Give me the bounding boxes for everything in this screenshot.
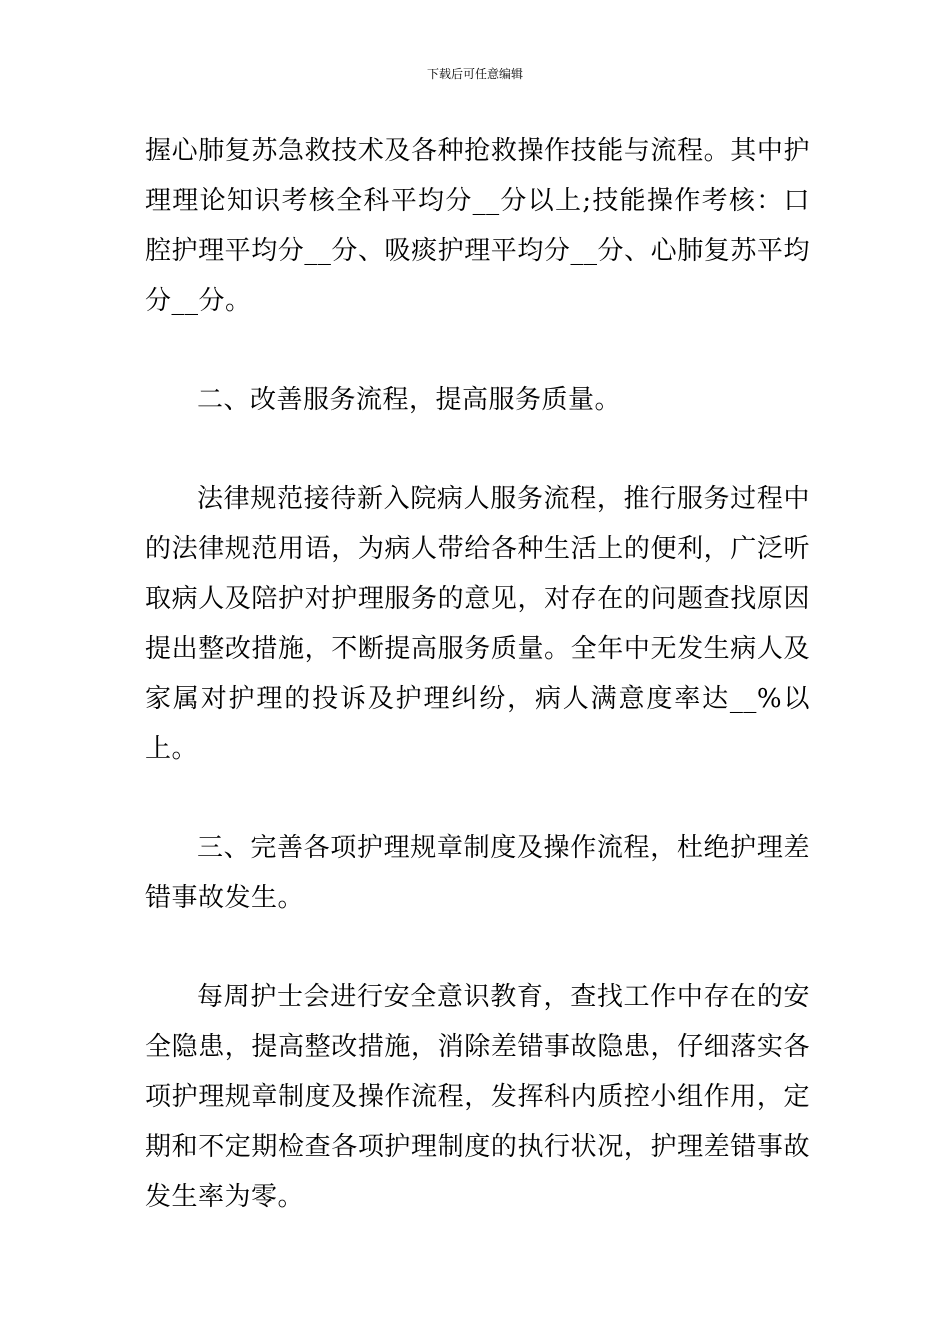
paragraph-gap bbox=[145, 425, 810, 474]
paragraph-gap bbox=[145, 326, 810, 375]
document-body bbox=[145, 126, 810, 1222]
paragraph-gap bbox=[145, 923, 810, 972]
paragraph-gap bbox=[145, 774, 810, 823]
page-header: 下载后可任意编辑 bbox=[426, 67, 523, 81]
section-heading-2: 二、改善服务流程，提高服务质量。 bbox=[197, 385, 622, 415]
paragraph-safety: 每周护士会进行安全意识教育，查找工作中存在的安全隐患，提高整改措施，消除差错事故隐患，仔细落实各项护理规章制度及操作流程，发挥科内质控小组作用，定期和不定期检查各项护理制度的执行状况，护理差错事故发生率为零。 bbox=[145, 982, 810, 1212]
paragraph-continuation: 握心肺复苏急救技术及各种抢救操作技能与流程。其中护理理论知识考核全科平均分__分以上;技能操作考核：口腔护理平均分__分、吸痰护理平均分__分、心肺复苏平均分__分。 bbox=[145, 136, 810, 316]
section-heading-3: 三、完善各项护理规章制度及操作流程，杜绝护理差错事故发生。 bbox=[145, 833, 810, 913]
paragraph-service: 法律规范接待新入院病人服务流程，推行服务过程中的法律规范用语，为病人带给各种生活上的便利，广泛听取病人及陪护对护理服务的意见，对存在的问题查找原因提出整改措施，不断提高服务质量。全年中无发生病人及家属对护理的投诉及护理纠纷，病人满意度率达__%以上。 bbox=[145, 484, 810, 764]
